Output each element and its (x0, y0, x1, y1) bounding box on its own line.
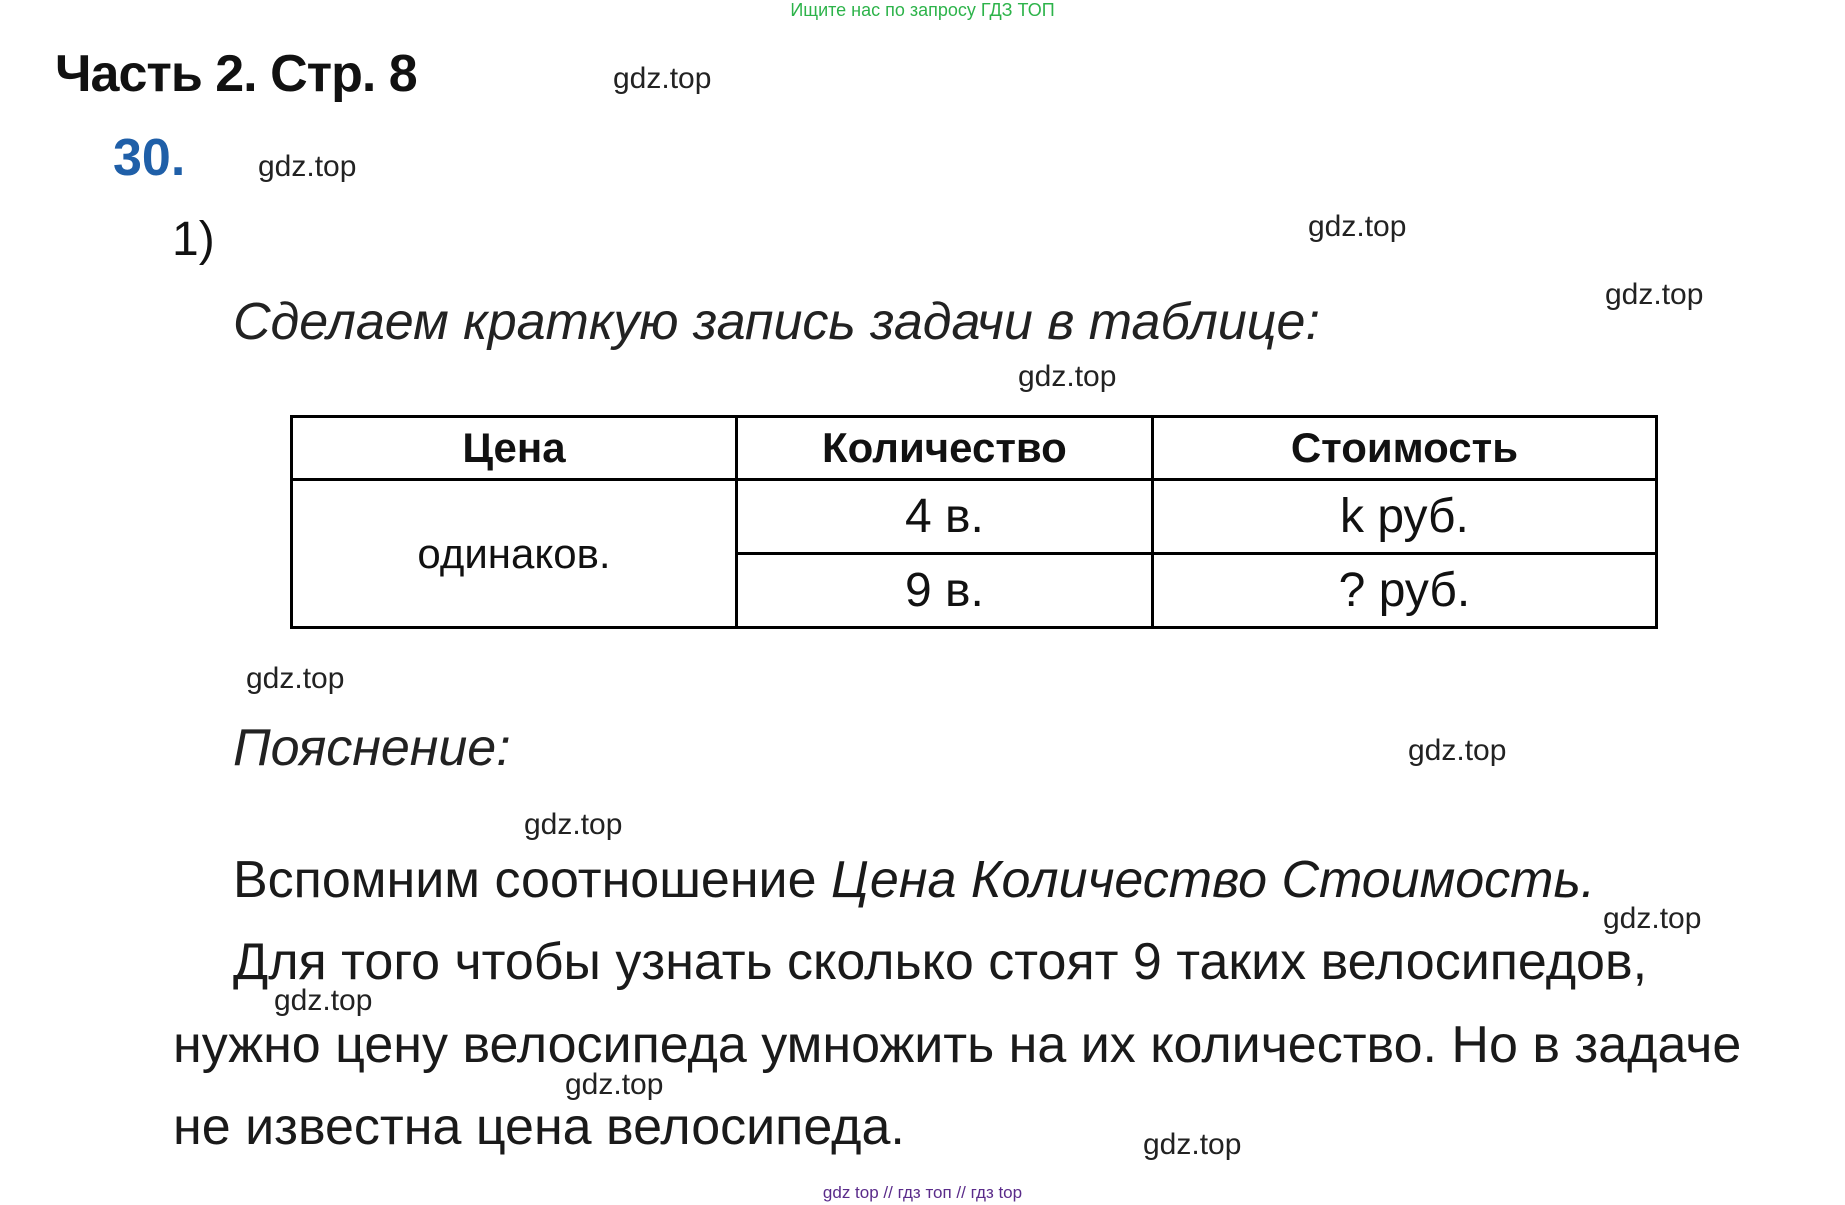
intro-text: Сделаем краткую запись задачи в таблице: (233, 293, 1320, 351)
watermark: gdz.top (1308, 210, 1407, 243)
watermark: gdz.top (565, 1068, 664, 1101)
table-header-row (292, 417, 1657, 480)
quantity-cell: 9 в. (736, 554, 1152, 628)
task-number: 30. (113, 129, 186, 187)
explanation-title: Пояснение: (233, 719, 511, 777)
watermark: gdz.top (1605, 278, 1704, 311)
watermark: gdz.top (524, 808, 623, 841)
paragraph-line-1 (233, 850, 1595, 910)
task-table (290, 415, 1658, 629)
top-banner: Ищите нас по запросу ГДЗ ТОП (790, 0, 1055, 20)
line1-plain: Вспомним соотношение (233, 851, 831, 909)
table-row (292, 480, 1657, 554)
header-price: Цена (292, 417, 737, 480)
watermark: gdz.top (274, 984, 373, 1017)
watermark: gdz.top (258, 150, 357, 183)
quantity-cell: 4 в. (736, 480, 1152, 554)
watermark: gdz.top (1603, 902, 1702, 935)
paragraph-line-4: не известна цена велосипеда. (173, 1098, 905, 1156)
watermark: gdz.top (1408, 734, 1507, 767)
watermark: gdz.top (246, 662, 345, 695)
cost-cell: k руб. (1152, 480, 1656, 554)
header-cost: Стоимость (1152, 417, 1656, 480)
watermark: gdz.top (1143, 1128, 1242, 1161)
header-quantity: Количество (736, 417, 1152, 480)
part-label: 1) (172, 213, 215, 266)
line1-italic: Цена Количество Стоимость. (830, 851, 1596, 909)
paragraph-line-3: нужно цену велосипеда умножить на их количество. Но в задаче (173, 1016, 1742, 1074)
watermark: gdz.top (613, 62, 712, 95)
watermark: gdz.top (1018, 360, 1117, 393)
cost-cell: ? руб. (1152, 554, 1656, 628)
paragraph-line-2: Для того чтобы узнать сколько стоят 9 таких велосипедов, (233, 933, 1648, 991)
page-heading: Часть 2. Стр. 8 (55, 45, 417, 103)
footer-watermark: gdz top // гдз топ // гдз top (822, 1183, 1023, 1202)
price-cell: одинаков. (292, 480, 737, 628)
